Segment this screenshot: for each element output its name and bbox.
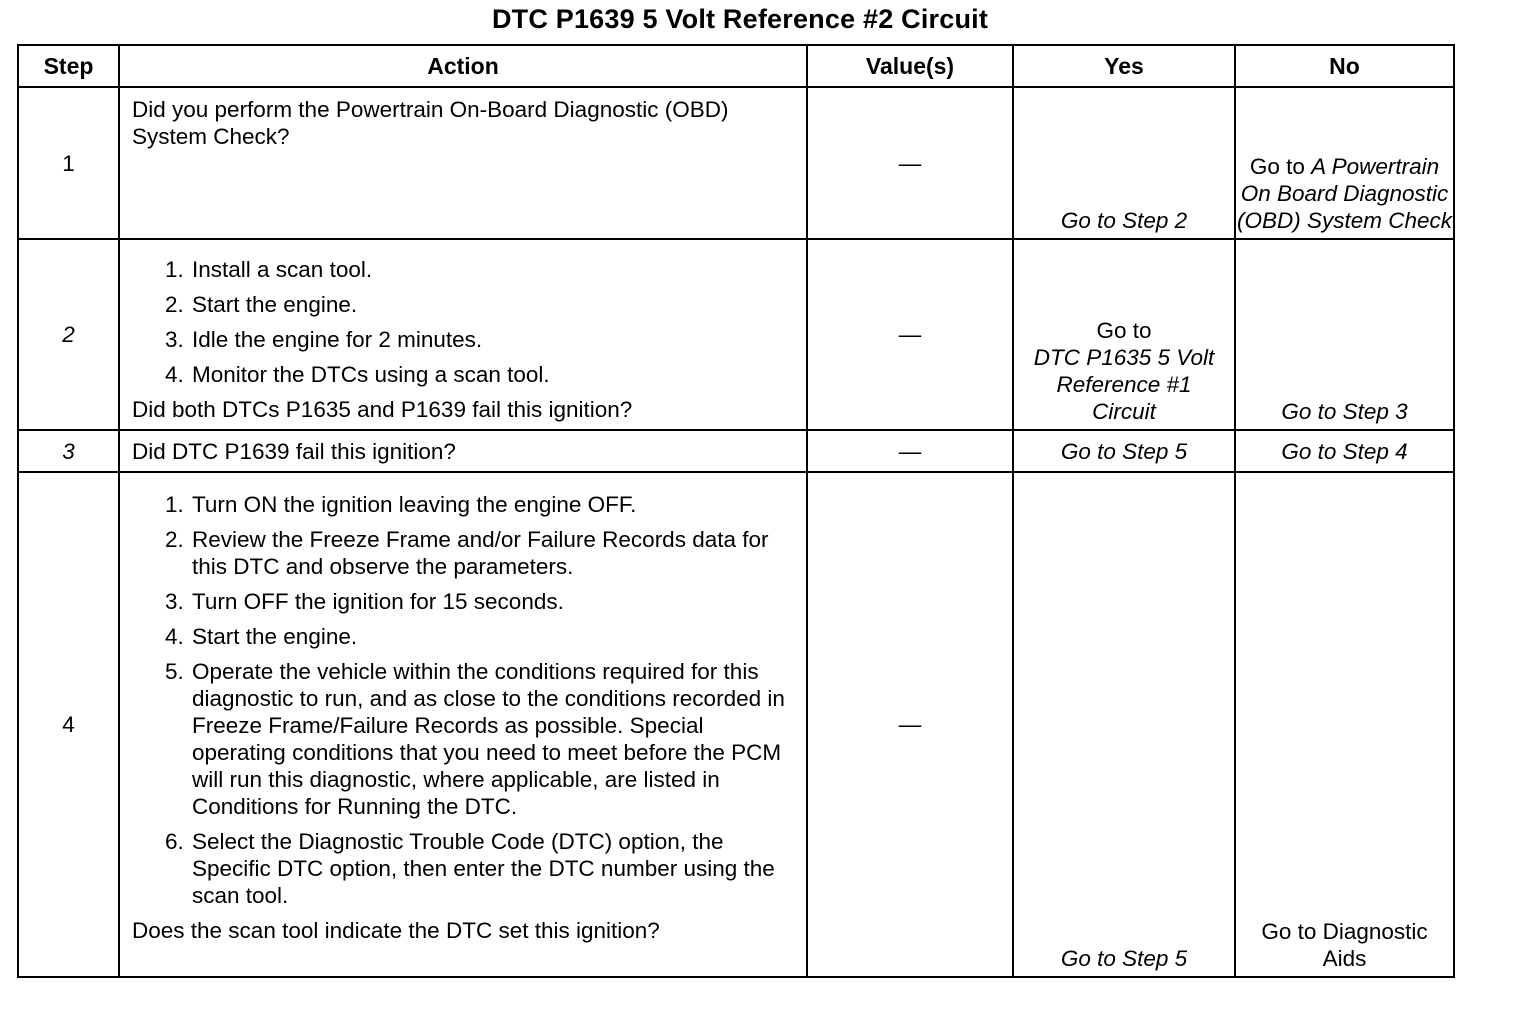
substep-list: [132, 491, 798, 909]
substep: 2. Start the engine.: [190, 291, 798, 318]
no-link[interactable]: A Powertrain On Board Diagnostic (OBD) System Check: [1236, 154, 1453, 233]
step-number: 4: [18, 472, 119, 977]
page-title: DTC P1639 5 Volt Reference #2 Circuit: [491, 4, 989, 34]
no-cell[interactable]: [1235, 430, 1454, 472]
yes-cell[interactable]: [1013, 472, 1235, 977]
value-cell: —: [807, 87, 1013, 239]
diagnostic-table: [17, 44, 1455, 978]
header-values: Value(s): [807, 45, 1013, 87]
table-row: [18, 472, 1454, 977]
step-number: 2: [18, 239, 119, 430]
step-number: 1: [18, 87, 119, 239]
action-cell: [119, 87, 807, 239]
yes-link[interactable]: DTC P1635 5 Volt Reference #1 Circuit: [1033, 345, 1215, 424]
action-question: Did you perform the Powertrain On-Board Diagnostic (OBD) System Check?: [132, 97, 729, 149]
substep: 4. Start the engine.: [190, 623, 798, 650]
yes-link[interactable]: Go to Step 5: [1060, 438, 1188, 464]
action-question: Did both DTCs P1635 and P1639 fail this ignition?: [132, 397, 633, 422]
value-cell: —: [807, 239, 1013, 430]
header-yes: Yes: [1013, 45, 1235, 87]
substep: 1. Install a scan tool.: [190, 256, 798, 283]
table-row: [18, 239, 1454, 430]
yes-cell[interactable]: [1013, 430, 1235, 472]
yes-cell[interactable]: [1013, 87, 1235, 239]
yes-cell[interactable]: [1013, 239, 1235, 430]
substep: 3. Turn OFF the ignition for 15 seconds.: [190, 588, 798, 615]
action-question: Did DTC P1639 fail this ignition?: [132, 438, 456, 464]
substep: 5. Operate the vehicle within the conditions required for this diagnostic to run, and as close to the conditions recorded in Freeze Frame/Failure Records as possible. Special operating conditions that you need to meet before the PCM will run this diagnostic, where applicable, are listed in Conditions for Running the DTC.: [190, 658, 798, 820]
action-cell: [119, 472, 807, 977]
action-question: Does the scan tool indicate the DTC set this ignition?: [132, 918, 660, 943]
action-cell: [119, 239, 807, 430]
yes-link[interactable]: Go to Step 5: [1060, 946, 1188, 971]
header-step: Step: [18, 45, 119, 87]
yes-prefix: Go to: [1096, 318, 1152, 343]
step-number: 3: [18, 430, 119, 472]
no-link[interactable]: Go to Diagnostic Aids: [1261, 919, 1428, 971]
header-action: Action: [119, 45, 807, 87]
yes-link[interactable]: Go to Step 2: [1060, 208, 1188, 233]
value-cell: —: [807, 430, 1013, 472]
no-link[interactable]: Go to Step 4: [1281, 438, 1408, 464]
value-cell: —: [807, 472, 1013, 977]
no-cell[interactable]: [1235, 239, 1454, 430]
no-prefix: Go to: [1249, 154, 1305, 179]
no-cell[interactable]: [1235, 87, 1454, 239]
substep: 2. Review the Freeze Frame and/or Failure Records data for this DTC and observe the parameters.: [190, 526, 798, 580]
no-link[interactable]: Go to Step 3: [1281, 399, 1408, 424]
header-row: [18, 45, 1454, 87]
table-row: [18, 87, 1454, 239]
substep: 4. Monitor the DTCs using a scan tool.: [190, 361, 798, 388]
table-row: [18, 430, 1454, 472]
no-cell[interactable]: [1235, 472, 1454, 977]
substep: 3. Idle the engine for 2 minutes.: [190, 326, 798, 353]
substep: 1. Turn ON the ignition leaving the engine OFF.: [190, 491, 798, 518]
header-no: No: [1235, 45, 1454, 87]
substep: 6. Select the Diagnostic Trouble Code (DTC) option, the Specific DTC option, then enter the DTC number using the scan tool.: [190, 828, 798, 909]
action-cell: [119, 430, 807, 472]
substep-list: [132, 256, 798, 388]
